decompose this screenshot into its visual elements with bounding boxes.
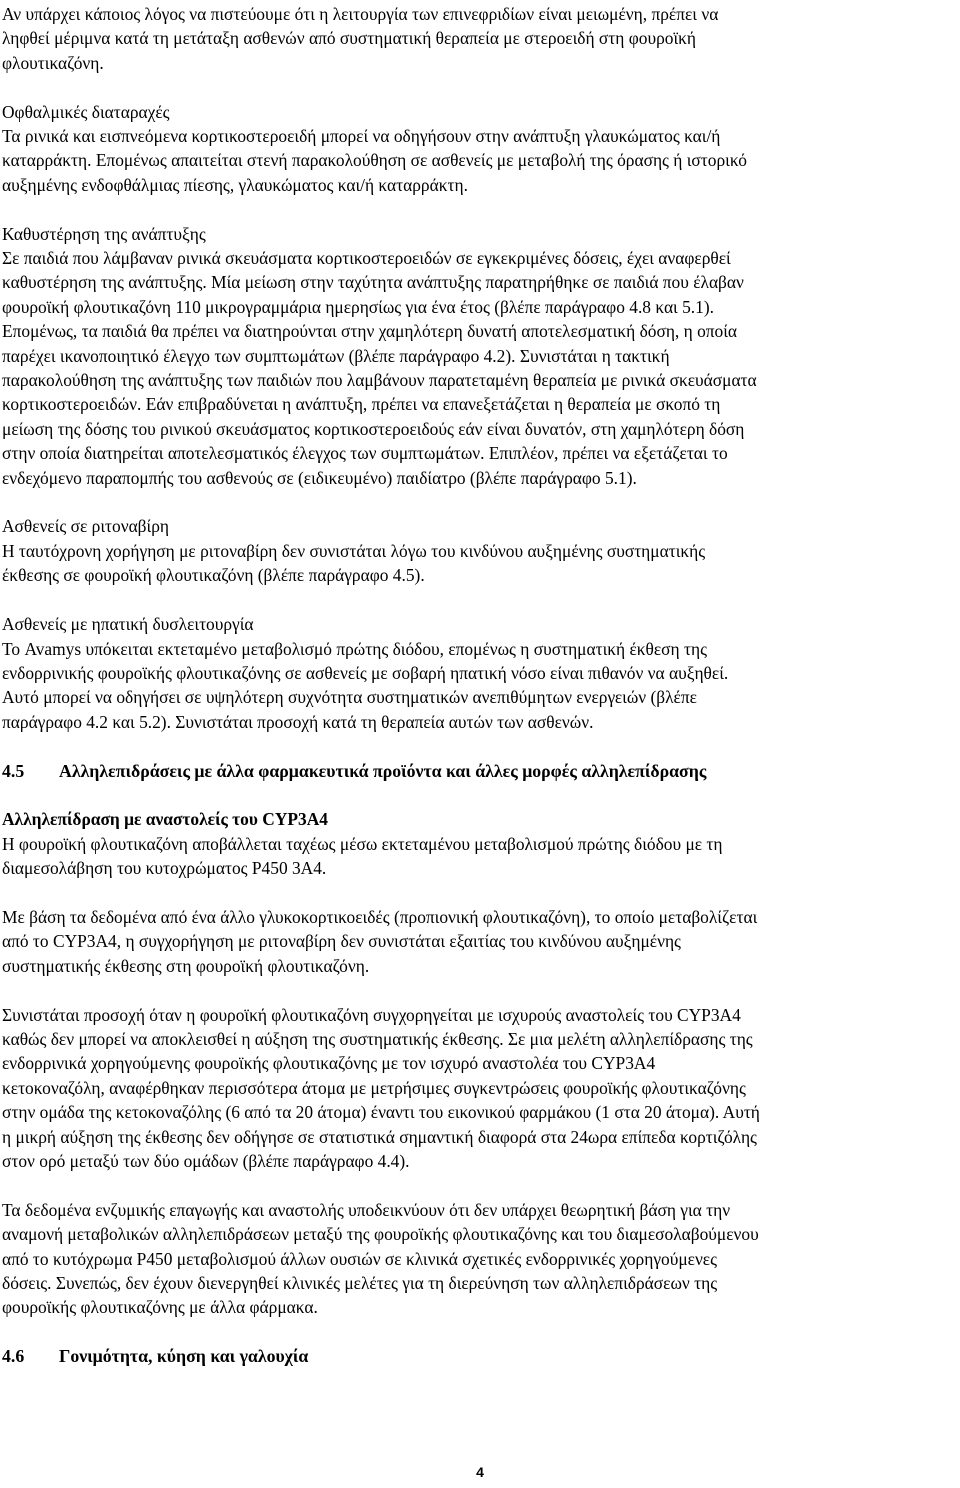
text-line: η μικρή αύξηση της έκθεσης δεν οδήγησε σε στατιστικά σημαντική διαφορά στα 24ωρα επίπεδα κορτιζόλης xyxy=(2,1126,757,1147)
section-heading-4-5 xyxy=(2,759,958,783)
growth-retardation-paragraph xyxy=(2,222,958,490)
text-line: Συνιστάται προσοχή όταν η φουροϊκή φλουτικαζόνη συγχορηγείται με ισχυρούς αναστολείς του CYP3A4 xyxy=(2,1004,741,1025)
section-heading-4-6 xyxy=(2,1344,958,1368)
text-line: φλουτικαζόνη. xyxy=(2,52,104,73)
subsection-title-bold: Αλληλεπίδραση με αναστολείς του CYP3A4 xyxy=(2,809,328,830)
page-number: 4 xyxy=(476,1464,484,1480)
text-line: Επομένως, τα παιδιά θα πρέπει να διατηρούνται στην χαμηλότερη δυνατή αποτελεσματική δόση, η οποία xyxy=(2,321,738,342)
text-line: καταρράκτη. Επομένως απαιτείται στενή παρακολούθηση σε ασθενείς με μεταβολή της όρασης ή ιστορικό xyxy=(2,150,747,171)
text-line: αυξημένης ενδοφθάλμιας πίεσης, γλαυκώματος και/ή καταρράκτη. xyxy=(2,174,468,195)
ketoconazole-study-paragraph xyxy=(2,1003,958,1174)
text-line: ενδεχόμενο παραπομπής του ασθενούς σε (ειδικευμένο) παιδίατρο (βλέπε παράγραφο 5.1). xyxy=(2,467,637,488)
subsection-title: Ασθενείς με ηπατική δυσλειτουργία xyxy=(2,614,254,635)
text-line: από το κυτόχρωμα P450 μεταβολισμού άλλων ουσιών σε κλινικά σχετικές ενδορρινικές χορηγούμενες xyxy=(2,1248,717,1269)
text-line: ληφθεί μέριμνα κατά τη μετάταξη ασθενών από συστηματική θεραπεία με στεροειδή στη φουροϊκή xyxy=(2,28,696,49)
cyp3a4-interaction-paragraph xyxy=(2,807,958,880)
text-line: παρακολούθηση της ανάπτυξης των παιδιών που λαμβάνουν παρατεταμένη θεραπεία με ρινικά σκευάσματα xyxy=(2,370,757,391)
ocular-disorders-paragraph xyxy=(2,100,958,198)
text-line: Τα ρινικά και εισπνεόμενα κορτικοστεροειδή μπορεί να οδηγήσουν στην ανάπτυξη γλαυκώματος και/ή xyxy=(2,126,721,147)
adrenal-function-paragraph xyxy=(2,2,958,75)
section-title: Αλληλεπιδράσεις με άλλα φαρμακευτικά προϊόντα και άλλες μορφές αλληλεπίδρασης xyxy=(59,760,707,781)
enzyme-induction-paragraph xyxy=(2,1198,958,1320)
section-title: Γονιμότητα, κύηση και γαλουχία xyxy=(59,1346,309,1367)
text-line: καθυστέρηση της ανάπτυξης. Μία μείωση στην ταχύτητα ανάπτυξης παρατηρήθηκε σε παιδιά που έλαβαν xyxy=(2,272,744,293)
text-line: ενδορρινικά χορηγούμενης φουροϊκής φλουτικαζόνης με τον ισχυρό αναστολέα του CYP3A4 xyxy=(2,1053,656,1074)
fluticasone-propionate-paragraph xyxy=(2,905,958,978)
text-line: διαμεσολάβηση του κυτοχρώματος P450 3A4. xyxy=(2,858,327,879)
ritonavir-patients-paragraph xyxy=(2,514,958,587)
text-line: στον ορό μεταξύ των δύο ομάδων (βλέπε παράγραφο 4.4). xyxy=(2,1150,410,1171)
subsection-title: Οφθαλμικές διαταραχές xyxy=(2,101,170,122)
text-line: Σε παιδιά που λάμβαναν ρινικά σκευάσματα κορτικοστεροειδών σε εγκεκριμένες δόσεις, έχει αναφερθεί xyxy=(2,248,731,269)
text-line: Τα δεδομένα ενζυμικής επαγωγής και αναστολής υποδεικνύουν ότι δεν υπάρχει θεωρητική βάση για την xyxy=(2,1199,731,1220)
text-line: έκθεσης σε φουροϊκή φλουτικαζόνη (βλέπε παράγραφο 4.5). xyxy=(2,565,425,586)
text-line: κετοκοναζόλη, αναφέρθηκαν περισσότερα άτομα με μετρήσιμες συγκεντρώσεις φουροϊκής φλουτικαζόνης xyxy=(2,1077,746,1098)
text-line: Το Avamys υπόκειται εκτεταμένο μεταβολισμό πρώτης διόδου, επομένως η συστηματική έκθεση της xyxy=(2,638,707,659)
text-line: φουροϊκής φλουτικαζόνης με άλλα φάρμακα. xyxy=(2,1297,318,1318)
hepatic-impairment-paragraph xyxy=(2,612,958,734)
text-line: κορτικοστεροειδών. Εάν επιβραδύνεται η ανάπτυξη, πρέπει να επανεξετάζεται η θεραπεία με σκοπό τη xyxy=(2,394,721,415)
text-line: από το CYP3A4, η συγχορήγηση με ριτοναβίρη δεν συνιστάται εξαιτίας του κινδύνου αυξημένης xyxy=(2,931,681,952)
text-line: Με βάση τα δεδομένα από ένα άλλο γλυκοκορτικοειδές (προπιονική φλουτικαζόνη), το οποίο μεταβολίζεται xyxy=(2,906,758,927)
text-line: Η φουροϊκή φλουτικαζόνη αποβάλλεται ταχέως μέσω εκτεταμένου μεταβολισμού πρώτης διόδου με τη xyxy=(2,833,723,854)
section-number: 4.6 xyxy=(2,1346,25,1367)
text-line: ενδορρινικής φουροϊκής φλουτικαζόνης σε ασθενείς με σοβαρή ηπατική νόσο είναι πιθανόν να αυξηθεί. xyxy=(2,662,729,683)
text-line: καθώς δεν μπορεί να αποκλεισθεί η αύξηση της συστηματικής έκθεσης. Σε μια μελέτη αλληλεπίδρασης της xyxy=(2,1028,753,1049)
subsection-title: Ασθενείς σε ριτοναβίρη xyxy=(2,516,169,537)
text-line: παράγραφο 4.2 και 5.2). Συνιστάται προσοχή κατά τη θεραπεία αυτών των ασθενών. xyxy=(2,711,594,732)
subsection-title: Καθυστέρηση της ανάπτυξης xyxy=(2,223,206,244)
text-line: στην ομάδα της κετοκοναζόλης (6 από τα 20 άτομα) έναντι του εικονικού φαρμάκου (1 στα 20 άτομα). Αυτή xyxy=(2,1102,760,1123)
text-line: Αυτό μπορεί να οδηγήσει σε υψηλότερη συχνότητα συστηματικών ανεπιθύμητων ενεργειών (βλέπε xyxy=(2,687,697,708)
text-line: συστηματικής έκθεσης στη φουροϊκή φλουτικαζόνη. xyxy=(2,955,370,976)
text-line: Αν υπάρχει κάποιος λόγος να πιστεύουμε ότι η λειτουργία των επινεφριδίων είναι μειωμένη, πρέπει να xyxy=(2,4,719,24)
text-line: αναμονή μεταβολικών αλληλεπιδράσεων μεταξύ της φουροϊκής φλουτικαζόνης και του διαμεσολαβούμενου xyxy=(2,1224,759,1245)
text-line: στην οποία διατηρείται αποτελεσματικός έλεγχος των συμπτωμάτων. Επιπλέον, πρέπει να εξετάζεται το xyxy=(2,443,728,464)
text-line: φουροϊκή φλουτικαζόνη 110 μικρογραμμάρια ημερησίως για ένα έτος (βλέπε παράγραφο 4.8 και 5.1). xyxy=(2,296,714,317)
text-line: παρέχει ικανοποιητικό έλεγχο των συμπτωμάτων (βλέπε παράγραφο 4.2). Συνιστάται η τακτική xyxy=(2,345,670,366)
text-line: μείωση της δόσης του ρινικού σκευάσματος κορτικοστεροειδούς εάν είναι δυνατόν, στη χαμηλότερη δόση xyxy=(2,418,745,439)
text-line: Η ταυτόχρονη χορήγηση με ριτοναβίρη δεν συνιστάται λόγω του κινδύνου αυξημένης συστηματικής xyxy=(2,540,706,561)
section-number: 4.5 xyxy=(2,760,25,781)
text-line: δόσεις. Συνεπώς, δεν έχουν διενεργηθεί κλινικές μελέτες για τη διερεύνηση των αλληλεπιδράσεων της xyxy=(2,1272,718,1293)
